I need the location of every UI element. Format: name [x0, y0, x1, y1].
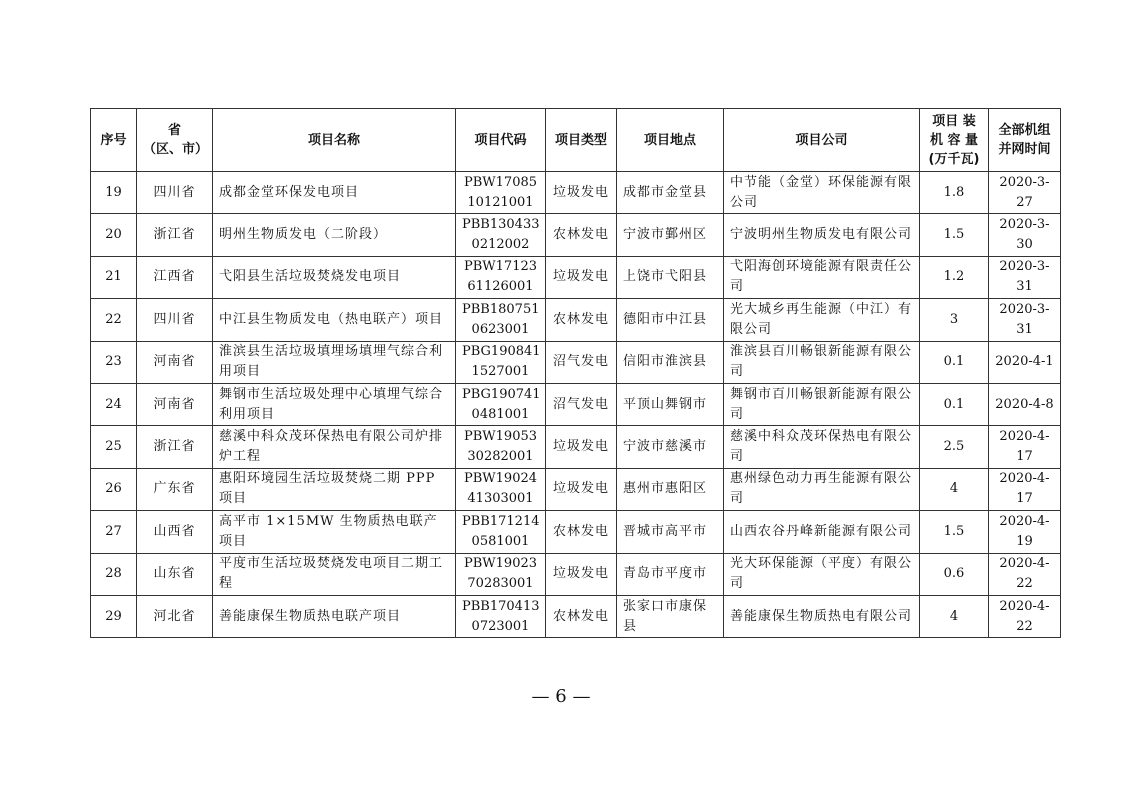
header-date-line2: 并网时间 — [998, 142, 1051, 157]
cell-type: 沼气发电 — [546, 341, 617, 383]
cell-code-line2: 0212002 — [471, 237, 530, 253]
cell-location: 上饶市弋阳县 — [617, 256, 724, 298]
cell-date: 2020-4-22 — [989, 595, 1061, 637]
cell-code — [456, 341, 546, 383]
cell-name: 善能康保生物质热电联产项目 — [213, 595, 456, 637]
cell-location: 张家口市康保县 — [617, 595, 724, 637]
cell-name: 平度市生活垃圾焚烧发电项目二期工程 — [213, 553, 456, 595]
cell-code-line1: PBB130433 — [462, 217, 540, 233]
cell-date: 2020-4-8 — [989, 383, 1061, 425]
cell-capacity: 0.1 — [920, 383, 989, 425]
cell-capacity: 2.5 — [920, 426, 989, 468]
cell-date: 2020-3-27 — [989, 172, 1061, 214]
cell-name: 中江县生物质发电（热电联产）项目 — [213, 299, 456, 341]
cell-date: 2020-3-30 — [989, 214, 1061, 256]
cell-type: 农林发电 — [546, 214, 617, 256]
header-capacity — [920, 109, 989, 172]
cell-capacity: 1.8 — [920, 172, 989, 214]
header-code: 项目代码 — [456, 109, 546, 172]
cell-capacity: 4 — [920, 595, 989, 637]
cell-province: 江西省 — [137, 256, 213, 298]
cell-company: 光大环保能源（平度）有限公司 — [724, 553, 920, 595]
header-type: 项目类型 — [546, 109, 617, 172]
cell-code-line1: PBB171214 — [462, 513, 540, 529]
cell-code-line1: PBW19023 — [463, 556, 538, 572]
cell-location: 德阳市中江县 — [617, 299, 724, 341]
cell-no: 29 — [91, 595, 137, 637]
cell-province: 浙江省 — [137, 426, 213, 468]
header-capacity-line3: (万千瓦) — [928, 151, 980, 167]
table-row — [91, 214, 1061, 256]
cell-no: 27 — [91, 511, 137, 553]
cell-type: 农林发电 — [546, 511, 617, 553]
cell-code-line2: 0623001 — [471, 321, 530, 337]
cell-code — [456, 426, 546, 468]
cell-type: 农林发电 — [546, 595, 617, 637]
cell-no: 19 — [91, 172, 137, 214]
cell-code — [456, 256, 546, 298]
table-row — [91, 299, 1061, 341]
cell-name: 淮滨县生活垃圾填埋场填埋气综合利用项目 — [213, 341, 456, 383]
cell-location: 成都市金堂县 — [617, 172, 724, 214]
cell-type: 垃圾发电 — [546, 468, 617, 510]
cell-code — [456, 214, 546, 256]
cell-company: 惠州绿色动力再生能源有限公司 — [724, 468, 920, 510]
cell-no: 25 — [91, 426, 137, 468]
cell-name: 明州生物质发电（二阶段） — [213, 214, 456, 256]
cell-no: 22 — [91, 299, 137, 341]
header-location: 项目地点 — [617, 109, 724, 172]
cell-date: 2020-4-22 — [989, 553, 1061, 595]
cell-code-line1: PBG190741 — [462, 386, 541, 402]
cell-name: 成都金堂环保发电项目 — [213, 172, 456, 214]
cell-province: 山东省 — [137, 553, 213, 595]
header-name: 项目名称 — [213, 109, 456, 172]
cell-company: 宁波明州生物质发电有限公司 — [724, 214, 920, 256]
header-province-line2: （区、市） — [143, 142, 209, 157]
header-date — [989, 109, 1061, 172]
header-no: 序号 — [91, 109, 137, 172]
cell-company: 弋阳海创环境能源有限责任公司 — [724, 256, 920, 298]
cell-code-line1: PBW19024 — [463, 471, 538, 487]
table-row — [91, 383, 1061, 425]
cell-code-line2: 70283001 — [467, 576, 534, 592]
cell-type: 垃圾发电 — [546, 172, 617, 214]
table-body — [91, 172, 1061, 638]
cell-code — [456, 383, 546, 425]
cell-capacity: 0.1 — [920, 341, 989, 383]
cell-code-line2: 61126001 — [467, 279, 534, 295]
cell-province: 山西省 — [137, 511, 213, 553]
table-row — [91, 341, 1061, 383]
cell-province: 浙江省 — [137, 214, 213, 256]
header-company: 项目公司 — [724, 109, 920, 172]
cell-code-line1: PBB170413 — [462, 598, 540, 614]
header-province-line1: 省 — [167, 123, 181, 138]
cell-code — [456, 172, 546, 214]
cell-name: 高平市 1×15MW 生物质热电联产项目 — [213, 511, 456, 553]
cell-province: 河北省 — [137, 595, 213, 637]
cell-code-line1: PBW17085 — [463, 174, 538, 190]
cell-name: 慈溪中科众茂环保热电有限公司炉排炉工程 — [213, 426, 456, 468]
cell-date: 2020-4-19 — [989, 511, 1061, 553]
table-row — [91, 595, 1061, 637]
table-row — [91, 256, 1061, 298]
cell-code-line1: PBG190841 — [462, 344, 541, 360]
cell-no: 28 — [91, 553, 137, 595]
cell-name: 舞钢市生活垃圾处理中心填埋气综合利用项目 — [213, 383, 456, 425]
cell-type: 垃圾发电 — [546, 553, 617, 595]
cell-no: 24 — [91, 383, 137, 425]
cell-date: 2020-4-17 — [989, 468, 1061, 510]
cell-capacity: 1.5 — [920, 511, 989, 553]
header-province — [137, 109, 213, 172]
cell-location: 宁波市鄞州区 — [617, 214, 724, 256]
table-row — [91, 172, 1061, 214]
cell-location: 惠州市惠阳区 — [617, 468, 724, 510]
cell-code-line2: 0481001 — [471, 406, 530, 422]
cell-date: 2020-4-17 — [989, 426, 1061, 468]
cell-code-line1: PBW17123 — [463, 259, 538, 275]
table-row — [91, 468, 1061, 510]
cell-province: 四川省 — [137, 299, 213, 341]
header-capacity-line1: 项目 装 — [932, 113, 976, 129]
cell-code-line2: 0581001 — [471, 533, 530, 549]
table-row — [91, 553, 1061, 595]
cell-code — [456, 511, 546, 553]
cell-company: 舞钢市百川畅银新能源有限公司 — [724, 383, 920, 425]
cell-location: 信阳市淮滨县 — [617, 341, 724, 383]
cell-code-line1: PBB180751 — [462, 301, 540, 317]
project-table — [90, 108, 1061, 638]
header-capacity-line2: 机 容 量 — [929, 132, 979, 148]
cell-date: 2020-4-1 — [989, 341, 1061, 383]
cell-capacity: 3 — [920, 299, 989, 341]
cell-company: 善能康保生物质热电有限公司 — [724, 595, 920, 637]
cell-code — [456, 553, 546, 595]
cell-company: 山西农谷丹峰新能源有限公司 — [724, 511, 920, 553]
cell-location: 晋城市高平市 — [617, 511, 724, 553]
cell-date: 2020-3-31 — [989, 299, 1061, 341]
cell-type: 垃圾发电 — [546, 426, 617, 468]
cell-province: 河南省 — [137, 383, 213, 425]
cell-code-line2: 0723001 — [471, 618, 530, 634]
cell-type: 垃圾发电 — [546, 256, 617, 298]
cell-company: 中节能（金堂）环保能源有限公司 — [724, 172, 920, 214]
cell-code-line2: 30282001 — [467, 449, 534, 465]
cell-code — [456, 299, 546, 341]
cell-province: 四川省 — [137, 172, 213, 214]
cell-date: 2020-3-31 — [989, 256, 1061, 298]
header-date-line1: 全部机组 — [998, 123, 1051, 138]
cell-no: 23 — [91, 341, 137, 383]
table-header — [91, 109, 1061, 172]
cell-code — [456, 468, 546, 510]
cell-capacity: 0.6 — [920, 553, 989, 595]
cell-no: 20 — [91, 214, 137, 256]
cell-name: 弋阳县生活垃圾焚烧发电项目 — [213, 256, 456, 298]
cell-code — [456, 595, 546, 637]
cell-no: 26 — [91, 468, 137, 510]
cell-type: 农林发电 — [546, 299, 617, 341]
cell-capacity: 1.5 — [920, 214, 989, 256]
cell-location: 平顶山舞钢市 — [617, 383, 724, 425]
cell-capacity: 1.2 — [920, 256, 989, 298]
page-number: — 6 — — [531, 686, 591, 707]
cell-code-line2: 1527001 — [471, 364, 530, 380]
cell-code-line1: PBW19053 — [463, 429, 538, 445]
cell-location: 宁波市慈溪市 — [617, 426, 724, 468]
cell-company: 慈溪中科众茂环保热电有限公司 — [724, 426, 920, 468]
cell-province: 广东省 — [137, 468, 213, 510]
table-row — [91, 426, 1061, 468]
cell-company: 淮滨县百川畅银新能源有限公司 — [724, 341, 920, 383]
cell-province: 河南省 — [137, 341, 213, 383]
cell-company: 光大城乡再生能源（中江）有限公司 — [724, 299, 920, 341]
cell-capacity: 4 — [920, 468, 989, 510]
cell-name: 惠阳环境园生活垃圾焚烧二期 PPP 项目 — [213, 468, 456, 510]
table-row — [91, 511, 1061, 553]
cell-location: 青岛市平度市 — [617, 553, 724, 595]
cell-type: 沼气发电 — [546, 383, 617, 425]
cell-no: 21 — [91, 256, 137, 298]
cell-code-line2: 41303001 — [467, 491, 534, 507]
cell-code-line2: 10121001 — [467, 194, 534, 210]
